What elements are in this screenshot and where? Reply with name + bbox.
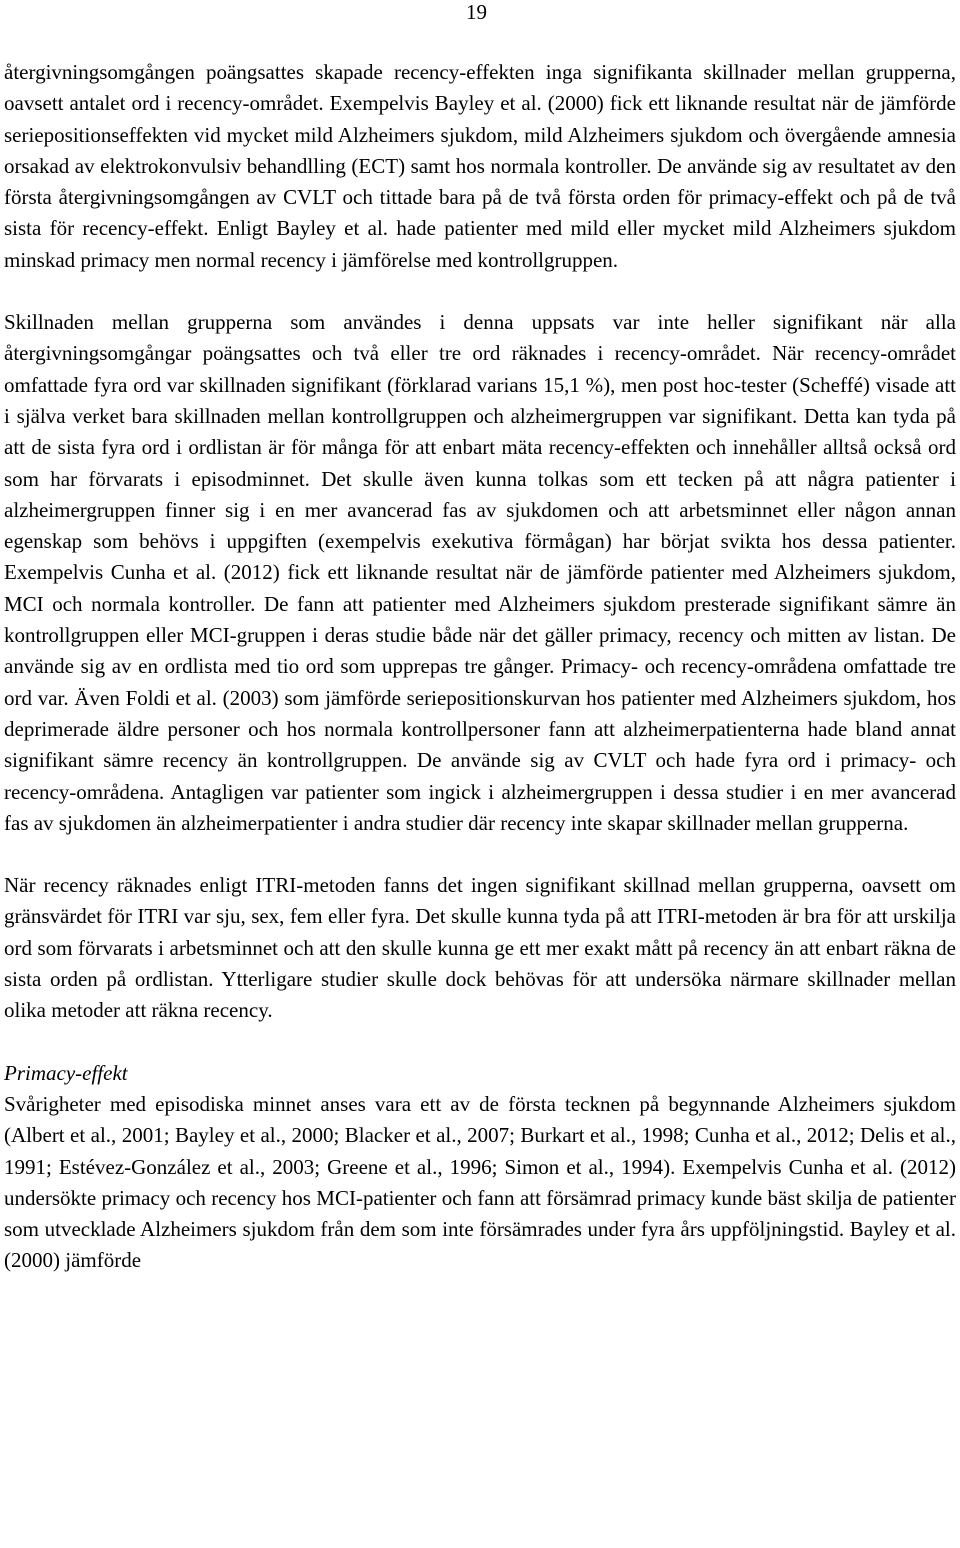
body-text xyxy=(4,57,956,1277)
page-number: 19 xyxy=(466,0,487,24)
section-heading-primacy: Primacy-effekt xyxy=(4,1060,128,1085)
paragraph-1: återgivningsomgången poängsattes skapade recency-effekten inga signifikanta skillnader mellan grupperna, oavsett antalet ord i recency-området. Exempelvis Bayley et al. (2000) fick ett liknande resultat när de jämförde seriepositionseffekten vid mycket mild Alzheimers sjukdom, mild Alzheimers sjukdom och övergående amnesia orsakad av elektrokonvulsiv behandlling (ECT) samt hos normala kontroller. De använde sig av resultatet av den första återgivningsomgången av CVLT och tittade bara på de två första orden för primacy-effekt och på de två sista för recency-effekt. Enligt Bayley et al. hade patienter med mild eller mycket mild Alzheimers sjukdom minskad primacy men normal recency i jämförelse med kontrollgruppen. xyxy=(4,60,956,272)
section-paragraph: Svårigheter med episodiska minnet anses vara ett av de första tecknen på begynnande Alzheimers sjukdom (Albert et al., 2001; Bayley et al., 2000; Blacker et al., 2007; Burkart et al., 1998; Cunha et al., 2012; Delis et al., 1991; Estévez-González et al., 2003; Greene et al., 1996; Simon et al., 1994). Exempelvis Cunha et al. (2012) undersökte primacy och recency hos MCI-patienter och fann att försämrad primacy kunde bäst skilja de patienter som utvecklade Alzheimers sjukdom från dem som inte försämrades under fyra års uppföljningstid. Bayley et al. (2000) jämförde xyxy=(4,1091,956,1273)
paragraph-3: När recency räknades enligt ITRI-metoden fanns det ingen signifikant skillnad mellan grupperna, oavsett om gränsvärdet för ITRI var sju, sex, fem eller fyra. Det skulle kunna tyda på att ITRI-metoden är bra för att urskilja ord som förvarats i arbetsminnet och att den skulle kunna ge ett mer exakt mått på recency än att enbart räkna de sista orden på ordlistan. Ytterligare studier skulle dock behövas för att undersöka närmare skillnader mellan olika metoder att räkna recency. xyxy=(4,873,956,1023)
paragraph-2: Skillnaden mellan grupperna som användes i denna uppsats var inte heller signifikant när alla återgivningsomgångar poängsattes och två eller tre ord räknades i recency-området. När recency-området omfattade fyra ord var skillnaden signifikant (förklarad varians 15,1 %), men post hoc-tester (Scheffé) visade att i själva verket bara skillnaden mellan kontrollgruppen och alzheimergruppen var signifikant. Detta kan tyda på att de sista fyra ord i ordlistan är för många för att enbart mäta recency-effekten och innehåller alltså också ord som har förvarats i episodminnet. Det skulle även kunna tolkas som ett tecken på att några patienter i alzheimergruppen finner sig i en mer avancerad fas av sjukdomen och att arbetsminnet eller någon annan egenskap som behövs i uppgiften (exempelvis exekutiva förmågan) har börjat svikta hos dessa patienter. Exempelvis Cunha et al. (2012) fick ett liknande resultat när de jämförde patienter med Alzheimers sjukdom, MCI och normala kontroller. De fann att patienter med Alzheimers sjukdom presterade signifikant sämre än kontrollgruppen eller MCI-gruppen i deras studie både när det gäller primacy, recency och mitten av listan. De använde sig av en ordlista med tio ord som upprepas tre gånger. Primacy- och recency-områdena omfattade tre ord var. Även Foldi et al. (2003) som jämförde seriepositionskurvan hos patienter med Alzheimers sjukdom, hos deprimerade äldre personer och hos normala kontrollpersoner fann att alzheimerpatienterna hade bland annat signifikant sämre recency än kontrollgruppen. De använde sig av CVLT och hade fyra ord i primacy- och recency-områdena. Antagligen var patienter som ingick i alzheimergruppen i dessa studier i en mer avancerad fas av sjukdomen än alzheimerpatienter i andra studier där recency inte skapar skillnader mellan grupperna. xyxy=(4,310,956,835)
